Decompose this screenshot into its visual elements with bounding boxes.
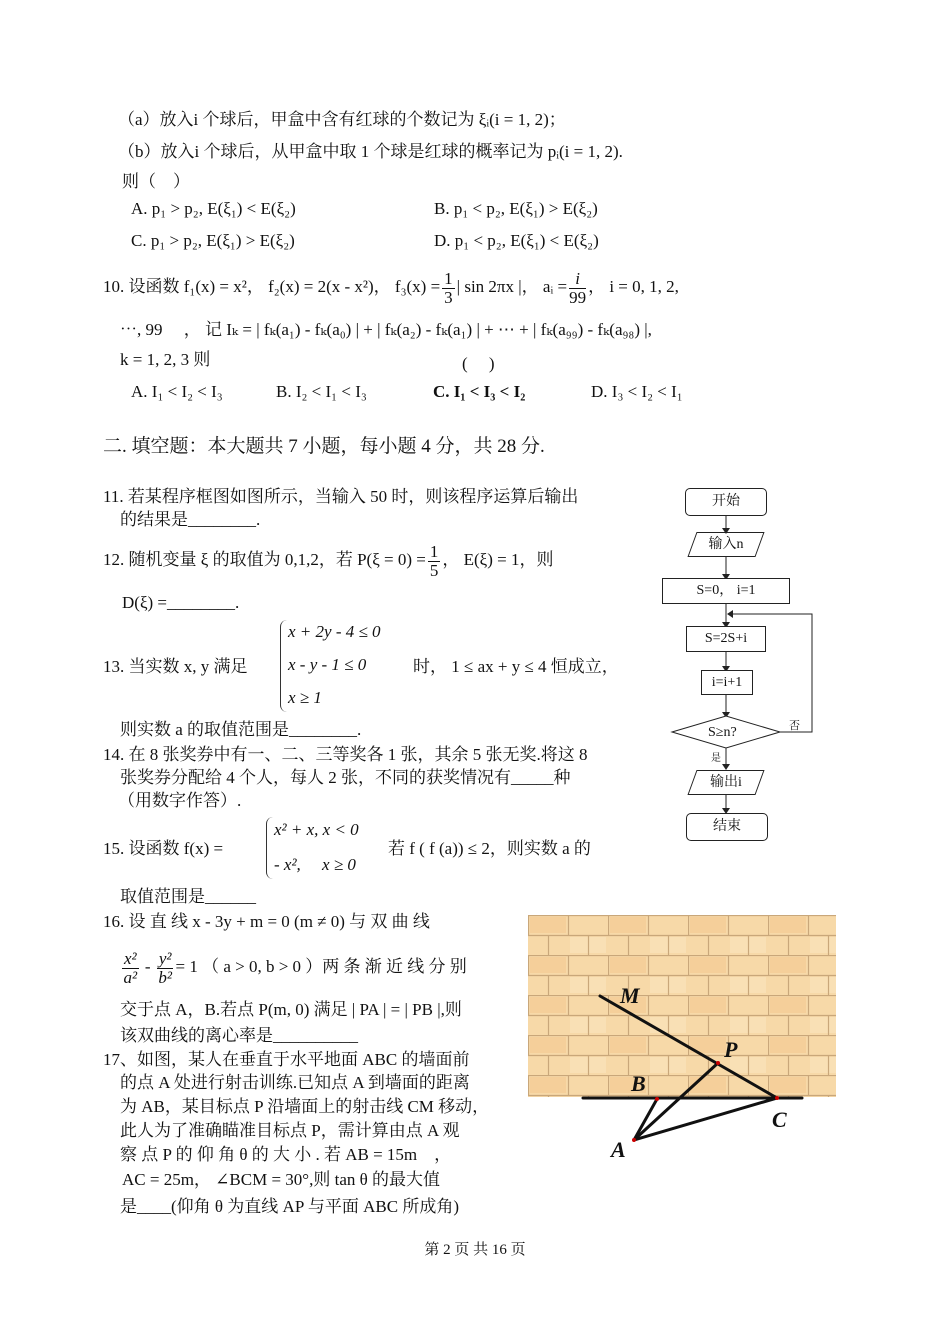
label-p: P xyxy=(724,1037,738,1062)
fraction: $\frac{1}{3}$ xyxy=(444,268,453,307)
q16-line4: 该双曲线的离心率是__________ xyxy=(120,1026,358,1045)
fraction: $\frac{1}{5}$ xyxy=(429,541,439,580)
q15-condition: 若 f ( f (a)) ≤ 2，则实数 a 的 xyxy=(388,839,591,858)
brick-wall xyxy=(528,915,836,1097)
q9-then: 则（ ） xyxy=(122,172,190,191)
q17-line1: 17、如图，某人在垂直于水平地面 ABC 的墙面前 xyxy=(103,1050,470,1069)
flowchart-input: 输入n xyxy=(687,532,764,557)
flowchart-step-s: S=2S+i xyxy=(686,626,766,652)
flowchart-condition: S≥n? xyxy=(708,725,737,740)
q10-option-a: A. I₁ < I₂ < I₃ xyxy=(131,382,223,401)
q10-line2: ⋯, 99 ， 记 Iₖ = | fₖ(a₁) - fₖ(a₀) | + | fₖ(a₂) - fₖ(a₁) | + ⋯ + | fₖ(a₉₉) - fₖ(a₉₈) |, xyxy=(120,320,652,339)
q10-answer-paren: ( ) xyxy=(462,354,495,373)
q11-line2: 的结果是________. xyxy=(120,510,261,529)
q9-condition-b: （b）放入i 个球后，从甲盒中取 1 个球是红球的概率记为 pᵢ(i = 1, 2). xyxy=(118,142,623,161)
q14-line1: 14. 在 8 张奖券中有一、二、三等奖各 1 张，其余 5 张无奖.将这 8 xyxy=(103,745,588,764)
flowchart-step-i: i=i+1 xyxy=(701,670,753,695)
q10-text: | sin 2πx |， aᵢ = xyxy=(456,277,568,296)
q17-line7: 是____(仰角 θ 为直线 AP 与平面 ABC 所成角) xyxy=(120,1197,460,1216)
wall-shooting-figure xyxy=(528,915,836,1165)
q10-option-d: D. I₃ < I₂ < I₁ xyxy=(591,382,683,401)
flowchart-end: 结束 xyxy=(686,813,768,841)
q16-line1: 16. 设 直 线 x - 3y + m = 0 (m ≠ 0) 与 双 曲 线 xyxy=(103,912,430,931)
q15-lead: 15. 设函数 f(x) = xyxy=(103,839,224,858)
q13-ask: 则实数 a 的取值范围是________. xyxy=(120,720,362,739)
q15-case-2: - x², x ≥ 0 xyxy=(274,855,356,874)
page-footer: 第 2 页 共 16 页 xyxy=(424,1242,526,1258)
q13-ineq-3: x ≥ 1 xyxy=(288,688,322,707)
q17-line5: 察 点 P 的 仰 角 θ 的 大 小 . 若 AB = 15m ， xyxy=(120,1145,452,1164)
label-b: B xyxy=(631,1071,646,1096)
q16-text: = 1 （ a > 0, b > 0 ）两 条 渐 近 线 分 别 xyxy=(175,957,467,976)
label-c: C xyxy=(772,1107,787,1132)
q12-text: ， E(ξ) = 1，则 xyxy=(442,550,554,569)
flowchart-init: S=0， i=1 xyxy=(662,578,790,604)
flowchart-start: 开始 xyxy=(685,488,767,516)
q9-option-c: C. p₁ > p₂, E(ξ₁) > E(ξ₂) xyxy=(131,231,295,250)
q9-option-d: D. p₁ < p₂, E(ξ₁) < E(ξ₂) xyxy=(434,231,599,250)
section-heading: 二. 填空题：本大题共 7 小题，每小题 4 分，共 28 分. xyxy=(103,436,545,457)
fraction: $\frac{i}{99}$ xyxy=(569,268,587,307)
fraction: $\frac{\text{y²}}{\text{b²}}$ xyxy=(158,948,172,987)
flowchart-yes-label: 是 xyxy=(711,753,721,764)
q10-line3: k = 1, 2, 3 则 xyxy=(120,350,211,369)
q16-line3: 交于点 A，B.若点 P(m, 0) 满足 | PA | = | PB |,则 xyxy=(120,1000,462,1019)
q9-option-b: B. p₁ < p₂, E(ξ₁) > E(ξ₂) xyxy=(434,199,598,218)
q16-line2: $\frac{\text{x²}}{\text{a²}}$ - $\frac{\text{y²}}{\text{b²}}$ = 1 （ a > 0, b > 0 ）两 条 渐 近 线 分 别 xyxy=(123,948,467,987)
q13-lead: 13. 当实数 x, y 满足 xyxy=(103,657,248,676)
flowchart-no-label: 否 xyxy=(789,720,800,732)
q17-line2: 的点 A 处进行射击训练.已知点 A 到墙面的距离 xyxy=(120,1073,470,1092)
q13-ineq-2: x - y - 1 ≤ 0 xyxy=(288,655,367,674)
flowchart-output: 输出i xyxy=(687,770,764,795)
label-a: A xyxy=(611,1137,626,1162)
q9-option-a: A. p₁ > p₂, E(ξ₁) < E(ξ₂) xyxy=(131,199,296,218)
q14-line3: （用数字作答）. xyxy=(118,791,242,810)
q17-line6: AC = 25m， ∠BCM = 30°,则 tan θ 的最大值 xyxy=(122,1170,441,1189)
q11-line1: 11. 若某程序框图如图所示，当输入 50 时，则该程序运算后输出 xyxy=(103,487,579,506)
q10-text: ， i = 0, 1, 2, xyxy=(588,277,679,296)
q10-text: 10. 设函数 f₁(x) = x²， f₂(x) = 2(x - x²)， f₃(x) = xyxy=(103,277,441,296)
q17-line4: 此人为了准确瞄准目标点 P，需计算由点 A 观 xyxy=(120,1121,460,1140)
q17-line3: 为 AB，某目标点 P 沿墙面上的射击线 CM 移动， xyxy=(120,1097,490,1116)
q10-option-c: C. I₁ < I₃ < I₂ xyxy=(433,382,526,401)
q13-condition: 时， 1 ≤ ax + y ≤ 4 恒成立， xyxy=(413,657,619,676)
q12-text: 12. 随机变量 ξ 的取值为 0,1,2，若 P(ξ = 0) = xyxy=(103,550,426,569)
q15-ask: 取值范围是______ xyxy=(120,887,256,906)
q13-ineq-1: x + 2y - 4 ≤ 0 xyxy=(288,622,381,641)
q15-case-1: x² + x, x < 0 xyxy=(274,820,359,839)
q12-line2: D(ξ) =________. xyxy=(122,593,240,612)
q10-option-b: B. I₂ < I₁ < I₃ xyxy=(276,382,367,401)
q14-line2: 张奖券分配给 4 个人，每人 2 张，不同的获奖情况有_____种 xyxy=(120,768,571,787)
label-m: M xyxy=(620,983,640,1008)
fraction: $\frac{\text{x²}}{\text{a²}}$ xyxy=(123,948,138,987)
q9-condition-a: （a）放入i 个球后，甲盒中含有红球的个数记为 ξᵢ(i = 1, 2)； xyxy=(118,110,566,129)
